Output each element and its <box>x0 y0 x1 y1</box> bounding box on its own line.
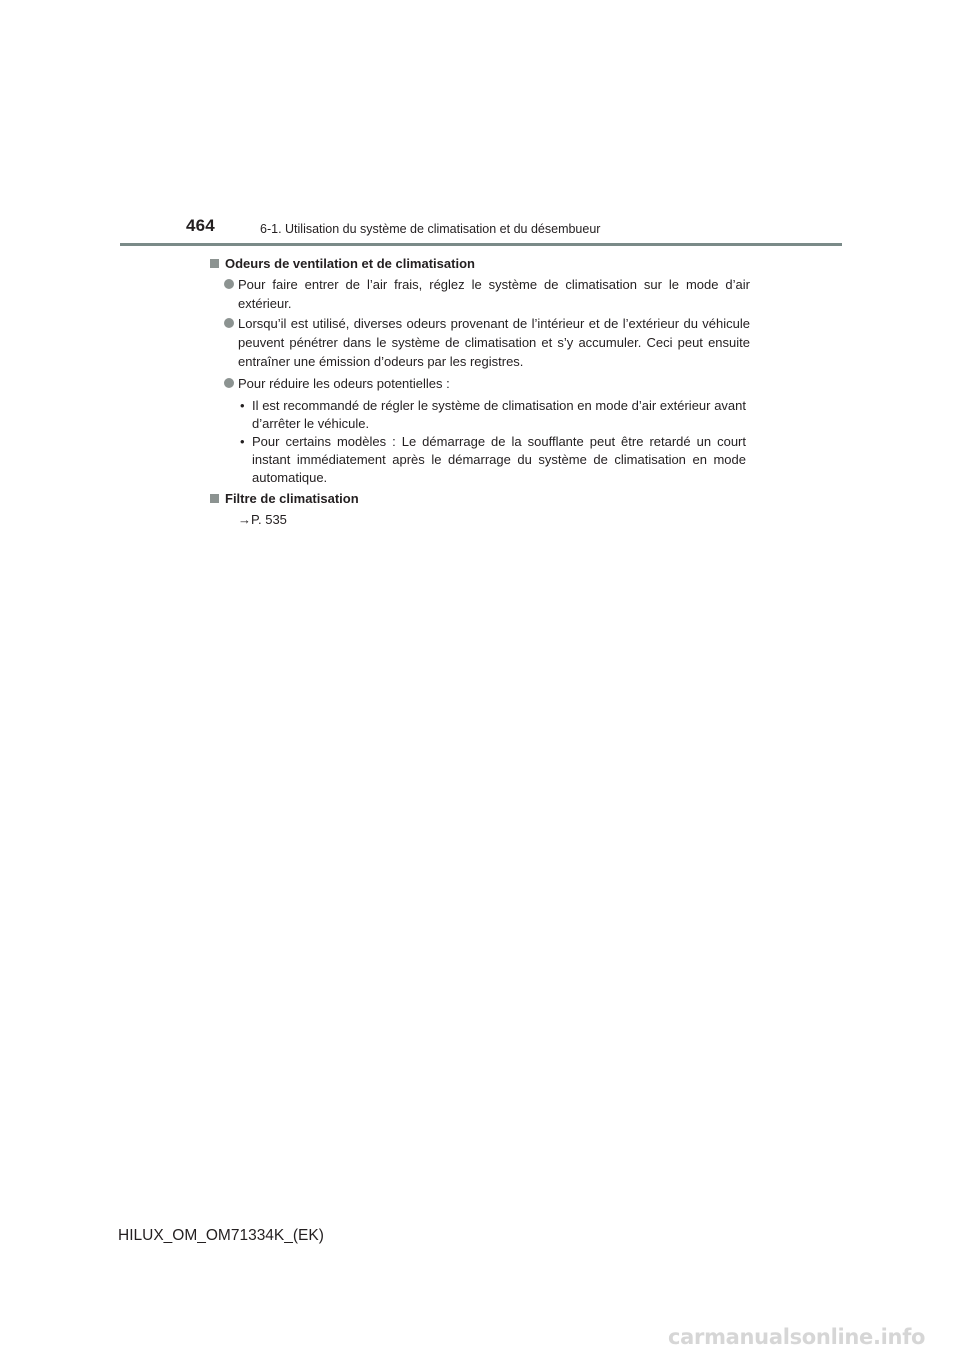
header-rule <box>120 243 842 246</box>
sub-list-item-text: Il est recommandé de régler le système de climatisation en mode d’air extérieur avant d’arrêter le véhicule. <box>252 398 746 431</box>
circle-bullet-icon <box>224 279 234 289</box>
page-number: 464 <box>186 216 215 235</box>
circle-bullet-icon <box>224 318 234 328</box>
heading-text: Odeurs de ventilation et de climatisation <box>225 256 475 271</box>
dot-marker-icon: • <box>240 434 245 449</box>
dot-marker-icon: • <box>240 398 245 413</box>
page-reference-link[interactable]: →P. 535 <box>238 512 287 527</box>
list-item-text: Pour faire entrer de l’air frais, réglez le système de climatisation sur le mode d’air extérieur. <box>238 277 750 311</box>
sub-list-item <box>240 433 746 487</box>
square-bullet-icon <box>210 494 219 503</box>
sub-list-item-text: Pour certains modèles : Le démarrage de la soufflante peut être retardé un court instant immédiatement après le démarrage du système de climatisation en mode automatique. <box>252 434 746 485</box>
list-item-text: Lorsqu’il est utilisé, diverses odeurs provenant de l’intérieur et de l’extérieur du véhicule peuvent pénétrer dans le système de climatisation et s’y accumuler. Ceci peut ensuite entraîner une émission d’odeurs par les registres. <box>238 316 750 369</box>
heading-text: Filtre de climatisation <box>225 491 359 506</box>
circle-bullet-icon <box>224 378 234 388</box>
list-item-text: Pour réduire les odeurs potentielles : <box>238 376 450 391</box>
heading-filtre <box>210 491 359 506</box>
list-item <box>224 314 750 371</box>
sub-list-item <box>240 397 746 433</box>
square-bullet-icon <box>210 259 219 268</box>
list-item <box>224 275 750 313</box>
list-item <box>224 374 750 393</box>
footer-document-code: HILUX_OM_OM71334K_(EK) <box>118 1227 324 1244</box>
heading-odeurs <box>210 256 475 271</box>
section-title: 6-1. Utilisation du système de climatisation et du désembueur <box>260 222 601 236</box>
watermark: carmanualsonline.info <box>668 1325 926 1349</box>
